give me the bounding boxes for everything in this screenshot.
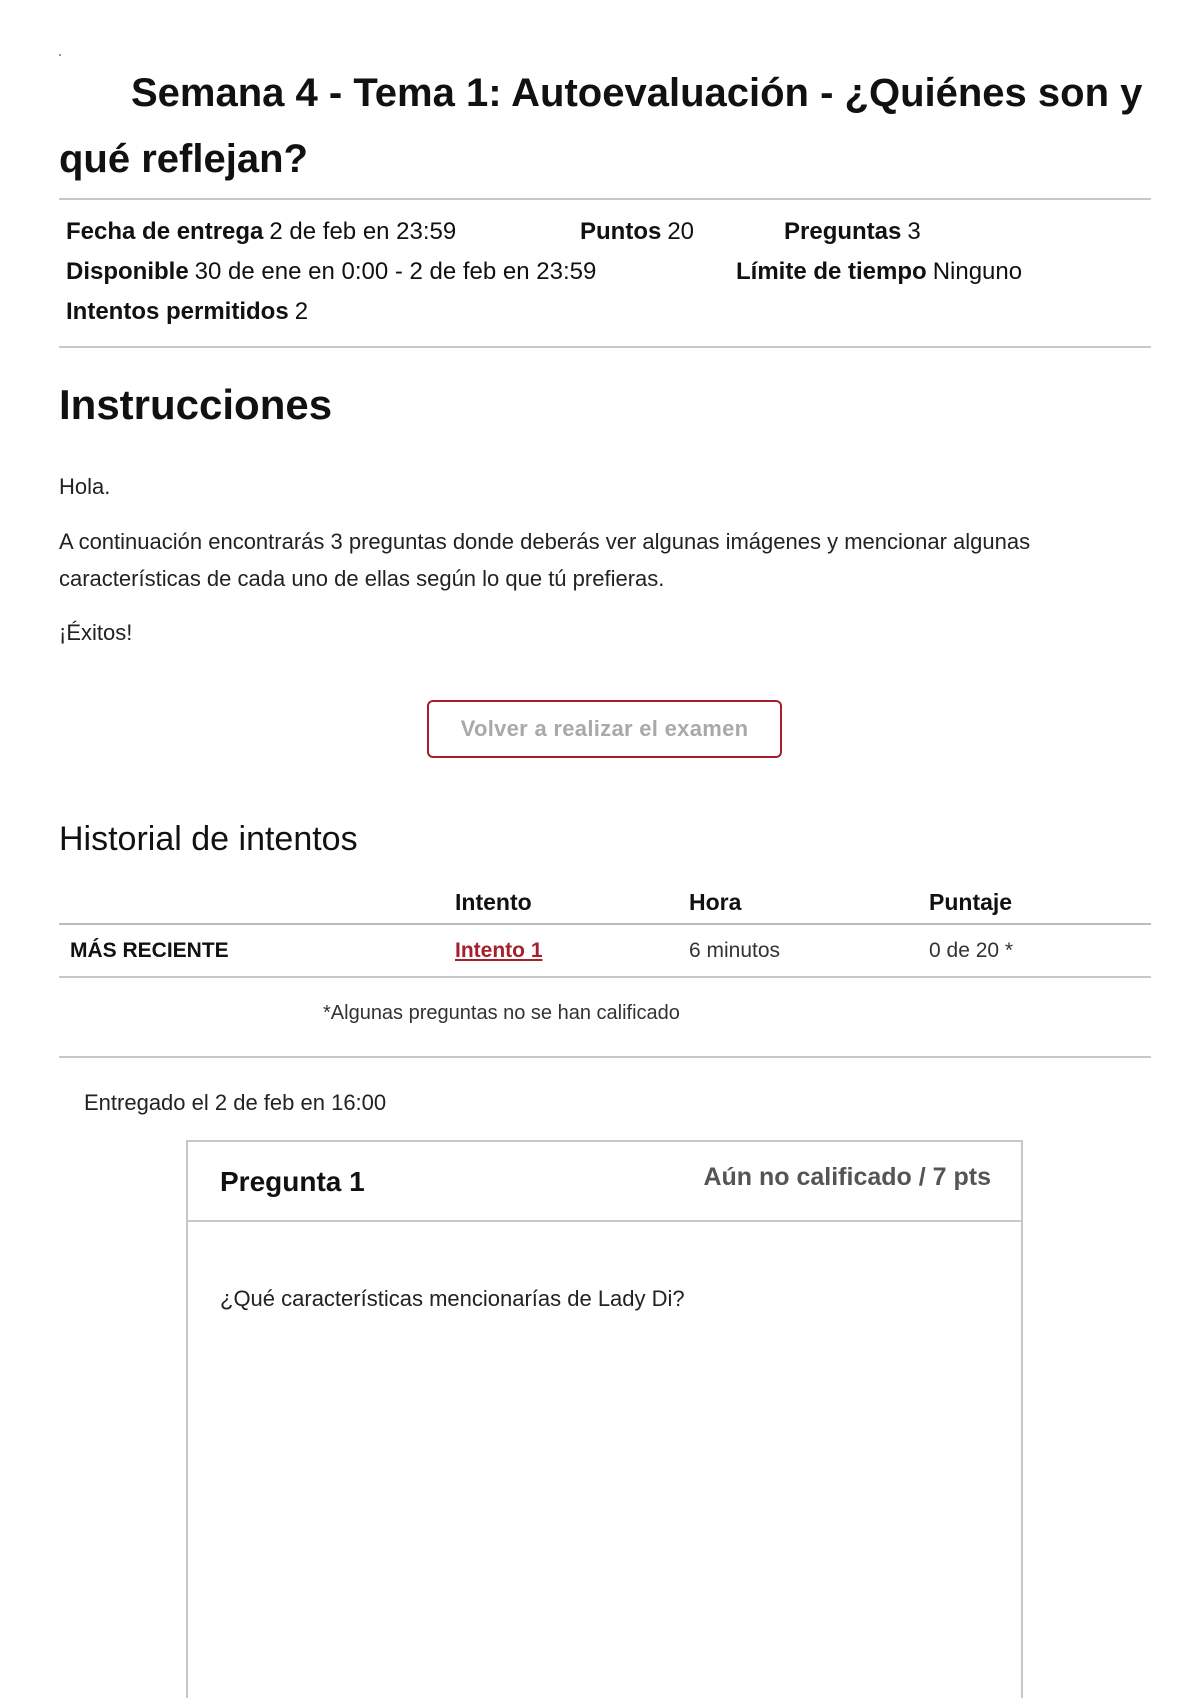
time-limit-label: Límite de tiempo — [736, 258, 927, 285]
due-value: 2 de feb en 23:59 — [269, 218, 457, 245]
instructions-heading: Instrucciones — [59, 381, 333, 428]
attempt-time: 6 minutos — [689, 939, 781, 962]
question-status: Aún no calificado / 7 pts — [703, 1163, 991, 1191]
question-title: Pregunta 1 — [220, 1166, 365, 1197]
due-label: Fecha de entrega — [66, 218, 264, 245]
table-header-divider — [59, 923, 1151, 925]
time-limit — [736, 257, 1022, 287]
submission-timestamp: Entregado el 2 de feb en 16:00 — [84, 1090, 387, 1115]
points — [580, 217, 694, 247]
table-row-divider — [59, 976, 1151, 978]
questions-value: 3 — [907, 218, 921, 245]
attempts-value: 2 — [294, 298, 309, 325]
retake-quiz-button[interactable]: Volver a realizar el examen — [427, 700, 782, 758]
attempt-score: 0 de 20 * — [929, 939, 1014, 962]
points-label: Puntos — [580, 218, 662, 245]
decorative-dot — [59, 54, 61, 56]
available-value: 30 de ene en 0:00 - 2 de feb en 23:59 — [194, 258, 597, 285]
questions-count — [784, 217, 921, 247]
due-date — [66, 217, 456, 247]
column-header-time: Hora — [689, 889, 742, 915]
question-header — [188, 1142, 1021, 1222]
divider-history — [59, 1056, 1151, 1058]
ungraded-footnote: *Algunas preguntas no se han calificado — [323, 1002, 680, 1024]
question-card — [186, 1140, 1023, 1698]
column-header-score: Puntaje — [929, 889, 1013, 915]
attempts-allowed — [66, 297, 308, 327]
time-limit-value: Ninguno — [932, 258, 1023, 285]
page-title: Semana 4 - Tema 1: Autoevaluación - ¿Quiénes son y qué reflejan? — [59, 71, 1143, 181]
points-value: 20 — [667, 218, 695, 245]
question-text: ¿Qué características mencionarías de Lady Di? — [220, 1286, 685, 1311]
most-recent-label: MÁS RECIENTE — [70, 939, 229, 962]
attempts-label: Intentos permitidos — [66, 298, 289, 325]
instructions-closing: ¡Éxitos! — [59, 620, 133, 645]
instructions-greeting: Hola. — [59, 474, 111, 499]
instructions-body: A continuación encontrarás 3 preguntas donde deberás ver algunas imágenes y mencionar algunas características de cada uno de ellas según lo que tú prefieras. — [59, 529, 1031, 591]
divider-top — [59, 198, 1151, 200]
attempt-history-heading: Historial de intentos — [59, 820, 358, 858]
attempt-1-link[interactable]: Intento 1 — [455, 939, 543, 962]
column-header-attempt: Intento — [455, 889, 532, 915]
divider-details — [59, 346, 1151, 348]
questions-label: Preguntas — [784, 218, 902, 245]
availability — [66, 257, 596, 287]
available-label: Disponible — [66, 258, 189, 285]
